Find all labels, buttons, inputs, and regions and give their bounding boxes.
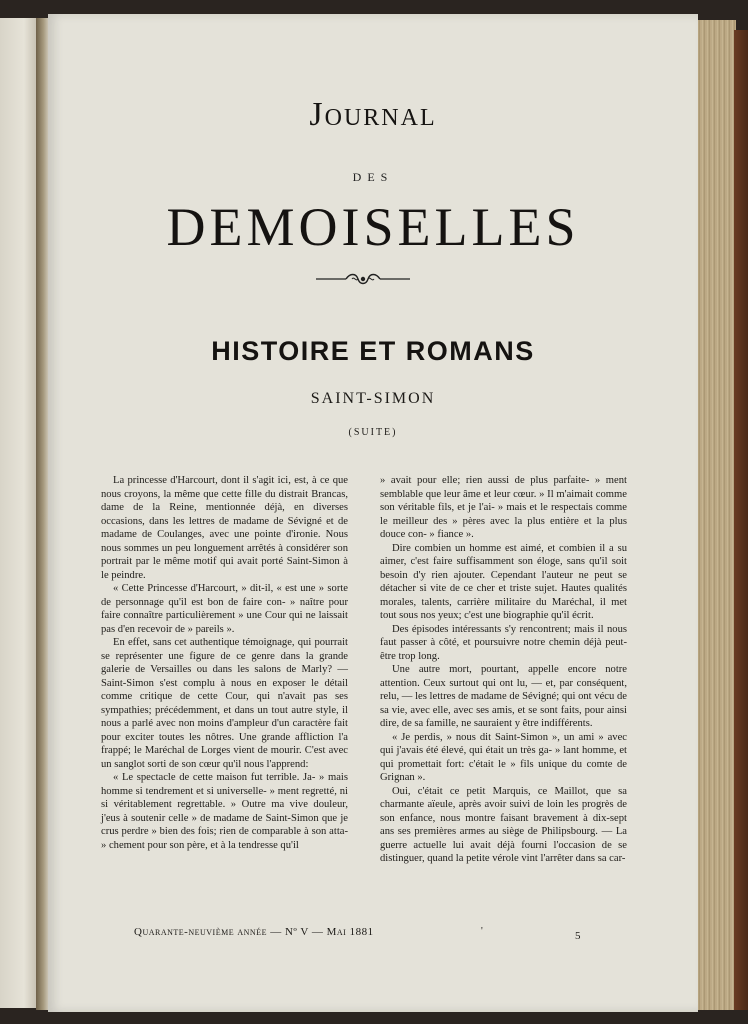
journal-page — [48, 14, 698, 1012]
left-page-edge — [0, 18, 40, 1008]
page-block-edge — [696, 20, 736, 1010]
paragraph: « Le spectacle de cette maison fut terrible. Ja- » mais homme si tendrement et si universelle- » ment regretté, ni si véritablement regrettable. » Outre ma vive douleur, j'eus à soutenir celle » de madame de Saint-Simon que je crus perdre » bien des fois; rien de comparable à son atta- » chement pour son père, et à la tendresse qu'il — [101, 772, 348, 851]
section-title: HISTOIRE ET ROMANS — [211, 336, 535, 366]
paragraph: Oui, c'était ce petit Marquis, ce Maillot, que sa charmante aïeule, après avoir suivi de loin les progrès de son enfance, nous montre faisant bravement à dix-sept ans ses premières armes au siège de Philipsbourg. — La guerre actuelle lui avait déjà fourni l'occasion de se distinguer, quand la petite vérole vint l'arrêter dans sa car- — [380, 785, 627, 864]
masthead-journal: Journal — [309, 96, 437, 133]
text-column-right — [380, 474, 627, 866]
paragraph: En effet, sans cet authentique témoignage, qui pourrait se représenter une figure de ce genre dans la grande galerie de Versailles ou dans les salons de Marly? — Saint-Simon s'est complu à nous en exposer le détail comme critique de cette Cour, qui n'avait pas ses sympathies; précédemment, et dans un tout autre style, il nous a parlé avec non moins d'ampleur d'un caractère fait pour exciter toutes les nôtres. Une grande affliction l'a frappé; le Maréchal de Lorges vient de mourir. C'est avec un sanglot sorti de son cœur qu'il nous l'apprend: — [101, 637, 348, 770]
page-number: 5 — [575, 930, 581, 942]
book-cover-edge — [734, 30, 748, 1010]
issue-line: Quarante-neuvième année — Nº V — Mai 1881 — [134, 926, 374, 938]
paragraph: » avait pour elle; rien aussi de plus parfaite- » ment semblable que leur âme et leur cœur. » Il m'aimait comme son véritable fils, et je l'ai- » mais et le respectais comme le meilleur des » pères avec la plus entière et la plus douce con- » fiance ». — [380, 475, 627, 540]
ornament-divider-icon — [316, 272, 410, 286]
paragraph: La princesse d'Harcourt, dont il s'agit ici, est, à ce que nous croyons, la même que cette fille du distrait Brancas, dame de la Reine, mentionnée déjà, en diverses occasions, dans les lettres de madame de Sévigné et de madame de Coulanges, avec une pointe d'ironie. Nous nous sommes un peu longuement arrêtés à considérer son portrait par le même motif qui avait porté Saint-Simon à le peindre. — [101, 475, 348, 581]
article-subject: SAINT-SIMON — [310, 390, 436, 407]
masthead-des: DES — [352, 170, 394, 184]
article-suite: (SUITE) — [348, 427, 398, 438]
text-column-left — [101, 474, 348, 852]
masthead-title: DEMOISELLES — [166, 197, 580, 257]
paragraph: Dire combien un homme est aimé, et combien il a su aimer, c'est faire suffisamment son éloge, sans qu'il soit besoin d'y rien ajouter. Cependant l'auteur ne peut se détacher si vite de ce cher et triste sujet. Hautes qualités morales, talents, carrière militaire du Maréchal, il met tout sous nos yeux; c'est une biographie qu'il écrit. — [380, 542, 627, 621]
paragraph: « Je perdis, » nous dit Saint-Simon », un ami » avec qui j'avais été élevé, qui était un très ga- » lant homme, et qui promettait fort: c'était le » fils unique du comte de Grignan ». — [380, 731, 627, 783]
paragraph: Une autre mort, pourtant, appelle encore notre attention. Ceux surtout qui ont lu, — et, par conséquent, relu, — les lettres de madame de Sévigné; qui ont vécu de sa vie, avec elle, avec ses amis, et se sont faits, pour ainsi dire, de sa famille, ne sauraient y être indifférents. — [380, 664, 627, 729]
footer-mark: ' — [481, 926, 483, 937]
paragraph: « Cette Princesse d'Harcourt, » dit-il, « est une » sorte de personnage qu'il est bon de faire con- » naître pour faire connaître particulièrement » une Cour qui ne laissait pas d'en recevoir de » pareils ». — [101, 583, 348, 635]
paragraph: Des épisodes intéressants s'y rencontrent; mais il nous faut passer à côté, et poursuivre notre chemin déjà peut-être trop long. — [380, 623, 627, 662]
